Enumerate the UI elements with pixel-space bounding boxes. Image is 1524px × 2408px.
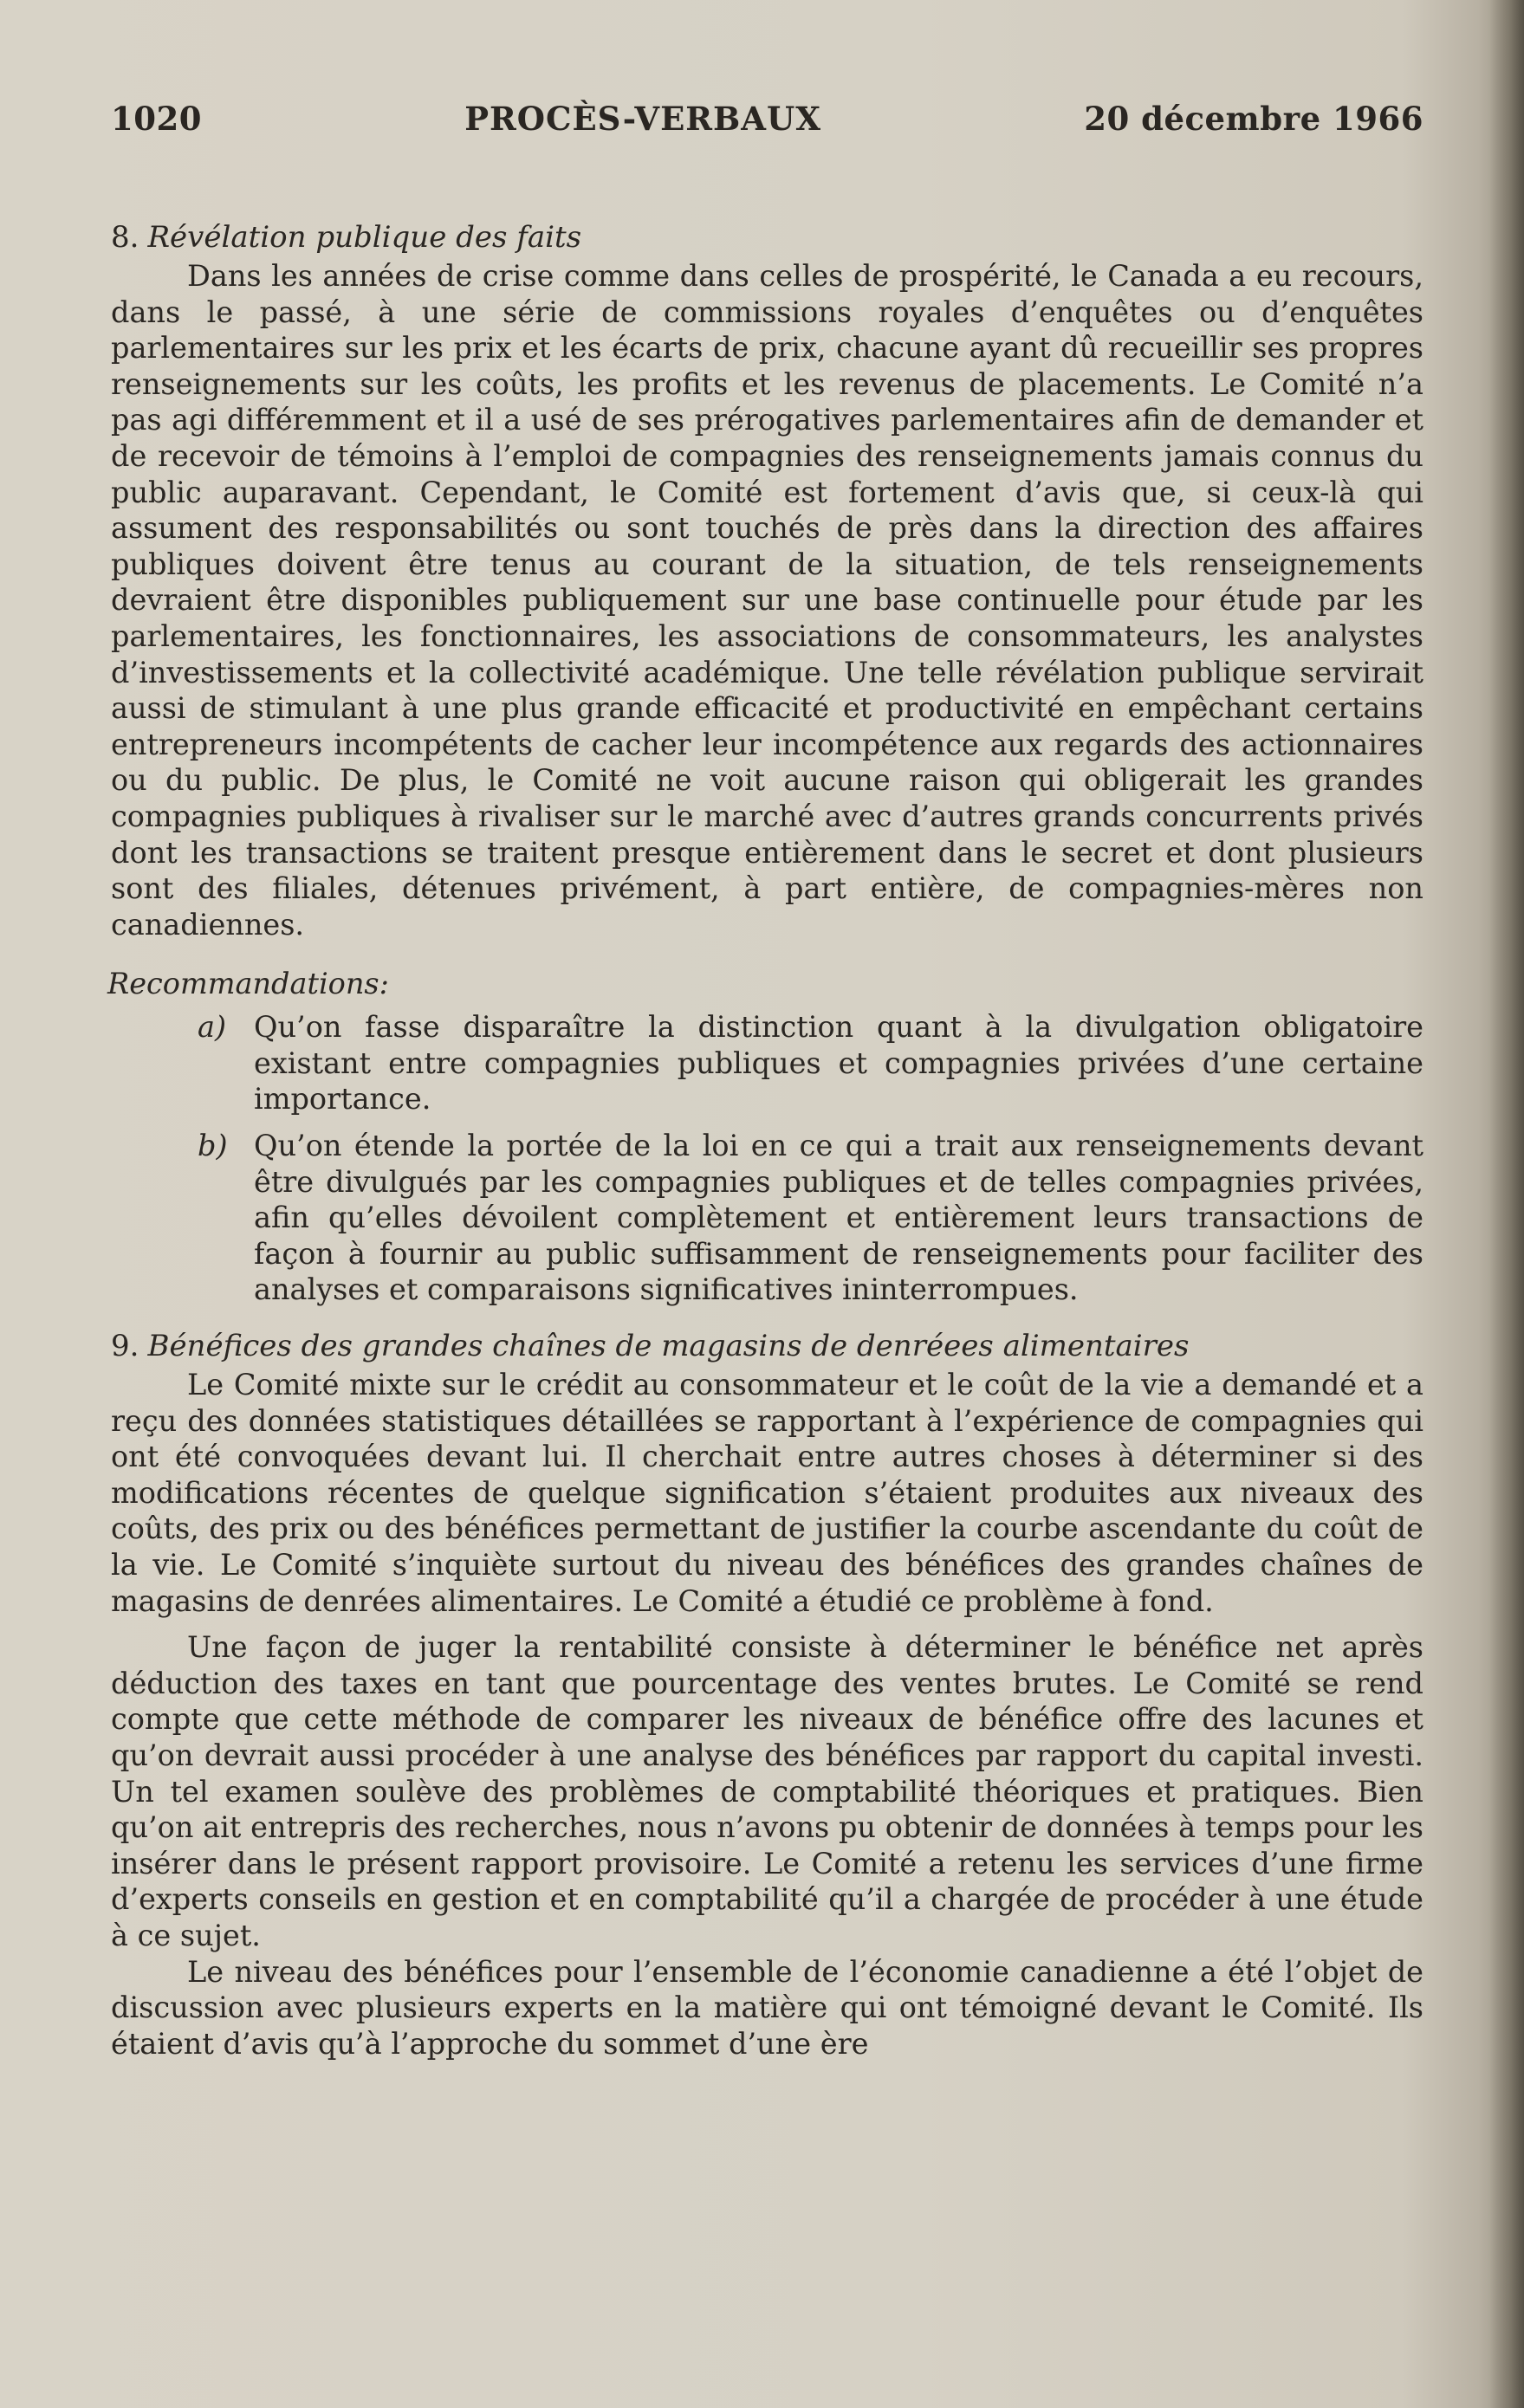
section-9-heading xyxy=(111,1329,1423,1363)
page-binding-shadow xyxy=(1489,0,1524,2408)
page-number: 1020 xyxy=(111,100,202,138)
recommendations-label: Recommandations: xyxy=(107,967,389,1001)
header-date: 20 décembre 1966 xyxy=(1084,100,1423,138)
section-8-heading xyxy=(111,220,1423,255)
recommendation-item xyxy=(111,1128,1423,1308)
section-9-paragraph: Une façon de juger la rentabilité consiste à déterminer le bénéfice net après déduction des taxes en tant que pourcentage des ventes brutes. Le Comité se rend compte que cette méthode de comparer les niveaux de bénéfice offre des lacunes et qu’on devrait aussi procéder à une analyse des bénéfices par rapport du capital investi. Un tel examen soulève des problèmes de comptabilité théoriques et pratiques. Bien qu’on ait entrepris des recherches, nous n’avons pu obtenir de données à temps pour les insérer dans le présent rapport provisoire. Le Comité a retenu les services d’une firme d’experts conseils en gestion et en comptabilité qu’il a chargée de procéder à une étude à ce sujet. xyxy=(111,1630,1423,1952)
page-content xyxy=(107,100,1423,2062)
running-header xyxy=(111,100,1423,138)
recommendation-marker: a) xyxy=(198,1010,227,1045)
recommendation-item xyxy=(111,1009,1423,1117)
header-title: PROCÈS-VERBAUX xyxy=(464,100,821,138)
section-8-title: Révélation publique des faits xyxy=(147,220,582,255)
recommendation-marker: b) xyxy=(198,1129,228,1163)
recommendation-text: Qu’on étende la portée de la loi en ce qui a trait aux renseignements devant être divulgués par les compagnies publiques et de telles compagnies privées, afin qu’elles dévoilent complètement et entièrement leurs transactions de façon à fournir au public suffisamment de renseignements pour faciliter des analyses et comparaisons significatives ininterrompues. xyxy=(254,1129,1423,1307)
section-9 xyxy=(111,1329,1423,2062)
recommendation-text: Qu’on fasse disparaître la distinction quant à la divulgation obligatoire existant entre compagnies publiques et compagnies privées d’une certaine importance. xyxy=(254,1010,1423,1117)
section-9-paragraph: Le Comité mixte sur le crédit au consommateur et le coût de la vie a demandé et a reçu des données statistiques détaillées se rapportant à l’expérience de compagnies qui ont été convoquées devant lui. Il cherchait entre autres choses à déterminer si des modifications récentes de quelque signification s’étaient produites aux niveaux des coûts, des prix ou des bénéfices permettant de justifier la courbe ascendante du coût de la vie. Le Comité s’inquiète surtout du niveau des bénéfices des grandes chaînes de magasins de denrées alimentaires. Le Comité a étudié ce problème à fond. xyxy=(111,1368,1423,1618)
section-8-number: 8. xyxy=(111,220,139,255)
section-9-paragraph: Le niveau des bénéfices pour l’ensemble de l’économie canadienne a été l’objet de discussion avec plusieurs experts en la matière qui ont témoigné devant le Comité. Ils étaient d’avis qu’à l’approche du sommet d’une ère xyxy=(111,1954,1423,2061)
section-9-title: Bénéfices des grandes chaînes de magasins de denréees alimentaires xyxy=(147,1329,1190,1364)
section-9-number: 9. xyxy=(111,1329,139,1364)
section-8-paragraph: Dans les années de crise comme dans celles de prospérité, le Canada a eu recours, dans le passé, à une série de commissions royales d’enquêtes ou d’enquêtes parlementaires sur les prix et les écarts de prix, chacune ayant dû recueillir ses propres renseignements sur les coûts, les profits et les revenus de placements. Le Comité n’a pas agi différemment et il a usé de ses prérogatives parlementaires afin de demander et de recevoir de témoins à l’emploi de compagnies des renseignements jamais connus du public auparavant. Cependant, le Comité est fortement d’avis que, si ceux-là qui assument des responsabilités ou sont touchés de près dans la direction des affaires publiques doivent être tenus au courant de la situation, de tels renseignements devraient être disponibles publiquement sur une base continuelle pour étude par les parlementaires, les fonctionnaires, les associations de consommateurs, les analystes d’investissements et la collectivité académique. Une telle révélation publique servirait aussi de stimulant à une plus grande efficacité et productivité en empêchant certains entrepreneurs incompétents de cacher leur incompétence aux regards des actionnaires ou du public. De plus, le Comité ne voit aucune raison qui obligerait les grandes compagnies publiques à rivaliser sur le marché avec d’autres grands concurrents privés dont les transactions se traitent presque entièrement dans le secret et dont plusieurs sont des filiales, détenues privément, à part entière, de compagnies-mères non canadiennes. xyxy=(111,259,1423,942)
section-8 xyxy=(107,220,1423,1308)
